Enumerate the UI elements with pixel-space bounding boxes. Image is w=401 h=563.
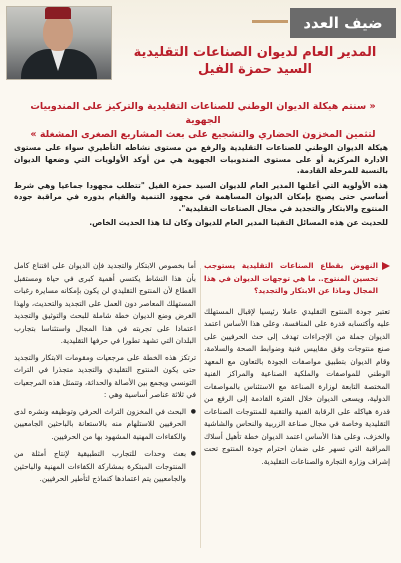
reference-list bbox=[14, 406, 196, 486]
interview-question bbox=[204, 260, 390, 298]
answer-paragraph-1: تعتبر جودة المنتوج التقليدي عاملا رئيسيا لإقبال المستهلك عليه وأكتسابه قدرة على المنافسة، وعلى هذا الأساس اعتمد الديوان جملة من الإجراءات تهدف إلى حث الحرفيين على صنع منتوجات وفق مقاييس فنية وضوابط الصحة والسلامة، وقام الديوان بتطبيق مواصفات الجودة بالتعاون مع المعهد الوطني للمواصفات والملكية الصناعية والمراكز الفنية المختصة التابعة لوزارة الصناعة مع الاستئناس بالمواصفات الدولية، ويسعى الديوان خلال الفترة القادمة إلى الرفع من قدرة هياكله على الرقابة الفنية والتقنية للمنتوجات الصناعات التقليدية وخاصة في مجال صناعة الزربية والنحاس والشاشية والخزف، وعلى هذا الأساس اعتمد الديوان خطة تأهيل أسلاك المراقبة التي تسهر على ضمان احترام جودة المنتوج تحت إشراف وزارة التجارة والصناعات التقليدية. bbox=[204, 306, 390, 466]
question-arrow-icon bbox=[382, 262, 390, 270]
left-column bbox=[14, 260, 196, 491]
title-line-1: المدير العام لديوان الصناعات التقليدية bbox=[133, 45, 377, 60]
section-tag: ضيف العدد bbox=[290, 8, 396, 38]
right-column bbox=[204, 260, 390, 472]
article-title bbox=[114, 44, 396, 78]
intro-paragraph-1: هيكلة الديوان الوطني للصناعات التقليدية والرفع من مستوى نشاطه التأطيري سواء على مستوى الادارة المركزية أو على مستوى المندوبيات الجهوية هي من أوكد الأولويات التي وضعها الديوان بالنسبة للمرحلة القادمة. bbox=[14, 143, 388, 175]
title-line-2: السيد حمزة الفيل bbox=[198, 62, 312, 77]
column-separator bbox=[200, 268, 201, 548]
list-item: ● بعث وحدات للتجارب التطبيقية لإنتاج أمثلة من المنتوجات المبتكرة بمشاركة الكفاءات المهنية والباحثين والجامعيين يتم اعتمادها كنماذج لتأطير الحرفيين. bbox=[14, 448, 196, 486]
photo-chechia-hat bbox=[45, 7, 71, 19]
article-subtitle bbox=[30, 100, 376, 142]
intro-paragraph-3: للحديث عن هذه المسائل التقينا المدير العام للديوان وكان لنا هذا الحديث الخاص. bbox=[89, 218, 388, 227]
subtitle-line-1: « سنتم هيكلة الديوان الوطني للصناعات التقليدية والتركيز على المندوبيات الجهوية bbox=[30, 101, 376, 126]
list-item: ● البحث في المخزون التراث الحرفي وتوظيفه ونشره لدى الحرفيين للاستلهام منه بالاستعانة بالباحثين الجامعيين والكفاءات المهنية المشهود بها من الحرفيين. bbox=[14, 406, 196, 444]
guest-photo bbox=[6, 6, 112, 80]
intro-paragraph-2: هذه الأولوية التي أعلنها المدير العام للديوان السيد حمزة الفيل "تتطلب مجهودا جماعيا وهي شرط أساسي حتى يصبح بإمكان الديوان المساهمة في مجهود التنمية والقيام بدوره في مراقبة جودة المنتوج والابتكار والتجديد في مجال الصناعات التقليدية". bbox=[14, 180, 388, 213]
question-text: النهوض بقطاع الصناعات التقليدية يستوجب تحسين المنتوج.. ما هي توجهات الديوان في هذا المجال وماذا عن الابتكار والتجديد؟ bbox=[204, 261, 378, 295]
subtitle-line-2: لتثمين المخزون الحضاري والتشجيع على بعث المشاريع الصغرى المشغلة » bbox=[30, 129, 376, 140]
article-intro bbox=[14, 142, 388, 232]
answer-paragraph-3: ترتكز هذه الخطة على مرجعيات ومقومات الابتكار والتجديد حتى يكون المنتوج التقليدي والتجديد متجذرا في التراث التونسي ويجمع بين الأصالة والحداثة، وتتمثل هذه المرجعيات في ثلاثة عناصر أساسية وهي : bbox=[14, 352, 196, 399]
answer-paragraph-2: أما بخصوص الابتكار والتجديد فإن الديوان على اقتناع كامل بأن هذا النشاط يكتسي أهمية كبرى في حياة ومستقبل القطاع لأن المنتوج التقليدي لن يكون بإمكانه مسايرة رغبات المستهلك المعاصر دون العمل على التجديد والتحديث، ولهذا الغرض وضع الديوان خطة شاملة للبحث والتوثيق والتجديد اعتمادا على تجربته في هذا المجال واستئناسا بتجارب البلدان التي تشهد تطورا في حرفها التقليدية. bbox=[14, 261, 196, 345]
tag-flourish bbox=[252, 20, 288, 23]
